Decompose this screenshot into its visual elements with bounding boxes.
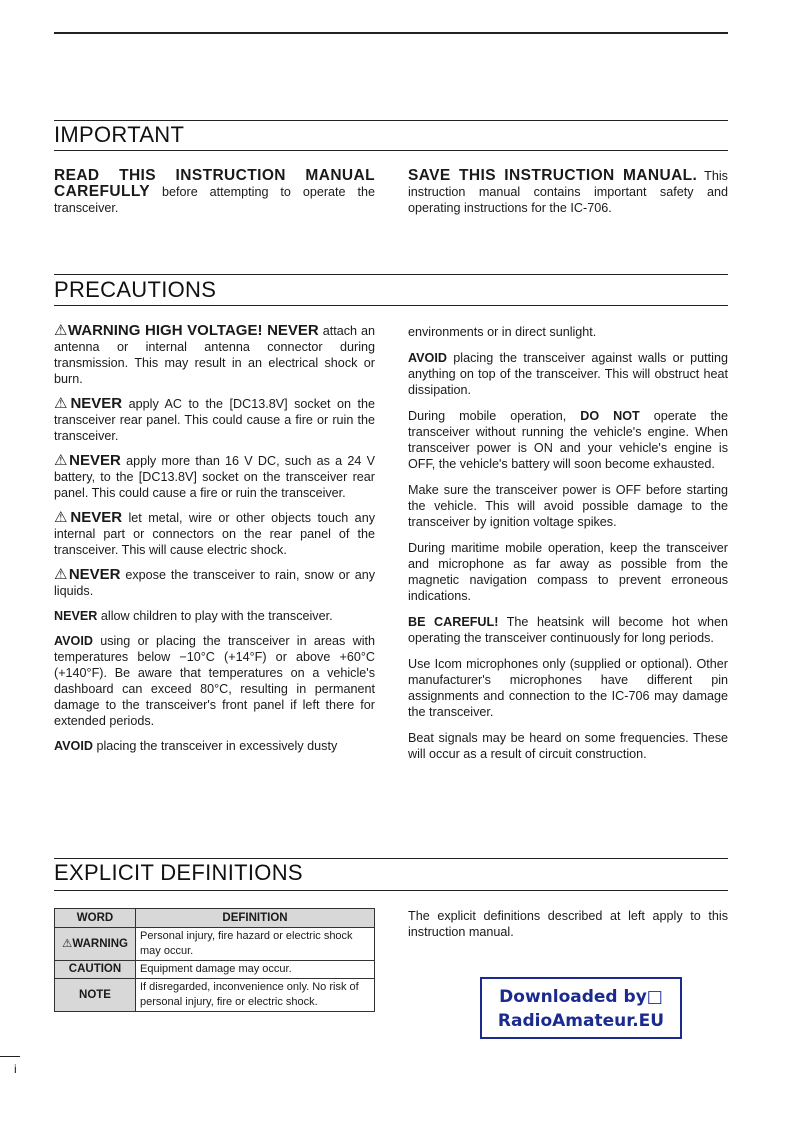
definition-cell: Personal injury, fire hazard or electric shock may occur. (136, 928, 375, 961)
precaution-item: NEVER allow children to play with the transceiver. (54, 609, 333, 623)
precaution-item: ⚠NEVER let metal, wire or other objects touch any internal part or connectors on the rear panel of the transceiver. This will cause electric shock. (54, 509, 375, 557)
precaution-item: BE CAREFUL! The heatsink will become hot when operating the transceiver continuously for long periods. (408, 615, 728, 645)
table-row (55, 961, 375, 979)
important-right-lead: SAVE THIS INSTRUCTION MANUAL. (408, 167, 698, 184)
important-rule-top (54, 120, 728, 121)
definition-cell: If disregarded, inconvenience only. No risk of personal injury, fire or electric shock. (136, 979, 375, 1012)
precaution-item: environments or in direct sunlight. (408, 325, 597, 339)
watermark-line-1: Downloaded by□ (499, 987, 663, 1007)
precautions-rule-top (54, 274, 728, 275)
precaution-item: Make sure the transceiver power is OFF before starting the vehicle. This will avoid possible damage to the transceiver by ignition voltage spikes. (408, 483, 728, 529)
important-right-text: This instruction manual contains important safety and operating instructions for the IC-706. (408, 169, 728, 215)
important-left-lead: READ THIS INSTRUCTION MANUAL CAREFULLY (54, 167, 375, 200)
warning-triangle-icon: ⚠ (62, 937, 73, 950)
important-title: IMPORTANT (54, 122, 185, 147)
header-word: WORD (55, 909, 136, 928)
important-left-text: before attempting to operate the transceiver. (54, 185, 375, 215)
definitions-title: EXPLICIT DEFINITIONS (54, 860, 303, 885)
precautions-left-column (54, 323, 375, 763)
precaution-item: ⚠NEVER apply AC to the [DC13.8V] socket on the transceiver rear panel. This could cause a fire or ruin the transceiver. (54, 395, 376, 443)
precautions-title: PRECAUTIONS (54, 277, 217, 302)
important-rule-bottom (54, 150, 728, 151)
warning-triangle-icon: ⚠ (54, 509, 71, 526)
precaution-item: ⚠NEVER expose the transceiver to rain, snow or any liquids. (54, 566, 375, 598)
word-cell: NOTE (55, 979, 136, 1012)
definitions-note: The explicit definitions described at left apply to this instruction manual. (408, 909, 728, 939)
precautions-rule-bottom (54, 305, 728, 306)
word-cell: WARNING (72, 937, 128, 950)
word-cell: CAUTION (55, 961, 136, 979)
page-number-rule (0, 1056, 20, 1057)
definitions-rule-bottom (54, 890, 728, 891)
precaution-item: AVOID placing the transceiver against walls or putting anything on top of the transceiver. This will obstruct heat dissipation. (408, 351, 728, 397)
important-right (408, 168, 728, 226)
download-watermark (480, 977, 682, 1039)
precautions-right-column (408, 324, 728, 772)
table-row (55, 928, 375, 961)
warning-triangle-icon: ⚠ (54, 395, 71, 412)
header-definition: DEFINITION (136, 909, 375, 928)
watermark-line-2: RadioAmateur.EU (497, 1011, 665, 1031)
precaution-item: AVOID using or placing the transceiver in areas with temperatures below −10°C (+14°F) or above +60°C (+140°F). Be aware that temperatures on a vehicle's dashboard can exceed 80°C, resulting in permanent damage to the transceiver's front panel if left there for extended periods. (54, 634, 375, 728)
page-number: i (14, 1062, 17, 1076)
warning-triangle-icon: ⚠ (54, 322, 68, 339)
precaution-item: During mobile operation, DO NOT operate the transceiver without running the vehicle's engine. When transceiver power is ON and your vehicle's engine is OFF, the vehicle's battery will soon become exhausted. (408, 409, 728, 471)
definition-cell: Equipment damage may occur. (136, 961, 375, 979)
precaution-item: During maritime mobile operation, keep the transceiver and microphone as far away as possible from the magnetic navigation compass to prevent erroneous indications. (408, 541, 728, 603)
warning-triangle-icon: ⚠ (54, 452, 70, 469)
precaution-item: AVOID placing the transceiver in excessively dusty (54, 739, 338, 753)
table-header-row (55, 909, 375, 928)
important-left (54, 168, 375, 226)
warning-triangle-icon: ⚠ (54, 566, 69, 583)
definitions-rule-top (54, 858, 728, 859)
precaution-item: ⚠WARNING HIGH VOLTAGE! NEVER attach an antenna or internal antenna connector during transmission. This may result in an electrical shock or burn. (54, 322, 376, 386)
precaution-item: ⚠NEVER apply more than 16 V DC, such as a 24 V battery, to the [DC13.8V] socket on the transceiver rear panel. This could cause a fire or ruin the transceiver. (54, 452, 375, 500)
precaution-item: Use Icom microphones only (supplied or optional). Other manufacturer's microphones have different pin assignments and connection to the IC-706 may damage the transceiver. (408, 657, 728, 719)
table-row (55, 979, 375, 1012)
top-rule (54, 32, 728, 34)
precaution-item: Beat signals may be heard on some frequencies. These will occur as a result of circuit construction. (408, 731, 728, 761)
definitions-table (54, 908, 375, 1012)
